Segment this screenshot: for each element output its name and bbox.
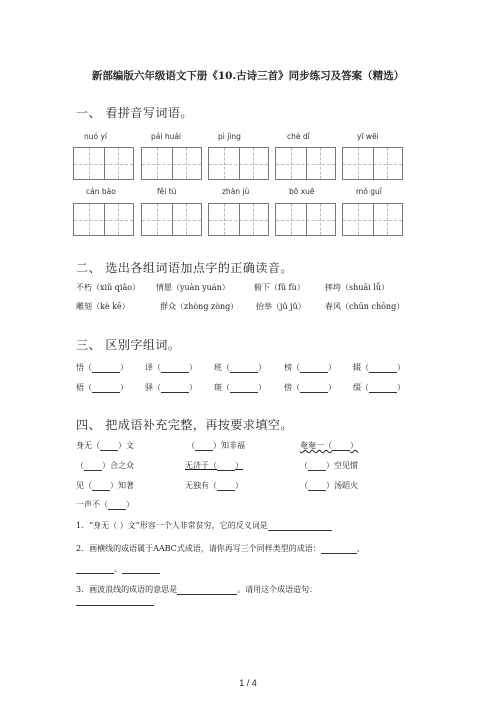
idiom: 一声不（ ） — [76, 500, 134, 509]
char-item: 傍（ ） — [284, 383, 336, 392]
idiom: 见（ ）知著 — [76, 481, 134, 490]
answer-blank[interactable] — [217, 481, 235, 491]
answer-blank[interactable] — [161, 363, 189, 373]
pinyin: cán bào — [86, 187, 116, 196]
pinyin: yī wēi — [357, 132, 379, 141]
answer-blank[interactable] — [122, 564, 160, 574]
reading-choice[interactable]: 春风（chūn chōng） — [325, 302, 405, 311]
reading-choice[interactable]: 抬举（jǔ jǔ） — [256, 302, 306, 311]
idiom: （ ）知非福 — [187, 441, 245, 450]
answer-blank[interactable] — [369, 363, 397, 373]
answer-blank[interactable] — [230, 383, 258, 393]
section1-heading: 一、 看拼音写词语。 — [76, 106, 193, 120]
reading-choice[interactable]: 雕刻（kè kē） — [76, 302, 130, 311]
char-item: 悟（ ） — [76, 363, 128, 372]
reading-choice[interactable]: 群众（zhòng zòng） — [160, 302, 239, 311]
pinyin: pái huái — [151, 132, 182, 141]
answer-blank[interactable] — [195, 441, 213, 451]
reading-choice[interactable]: 不朽（xiǔ qiǎo） — [76, 283, 141, 292]
question-1: 1．“身无（ ）文”形容一个人非常贫穷，它的反义词是 — [76, 520, 332, 531]
answer-blank[interactable] — [76, 564, 114, 574]
answer-blank[interactable] — [230, 363, 258, 373]
answer-blank[interactable] — [308, 481, 326, 491]
char-item: 斑（ ） — [214, 383, 266, 392]
idiom-wavy: 奄奄一（ ） — [300, 441, 358, 450]
reading-choice[interactable]: 摔垮（shuāi lǚ） — [325, 283, 389, 292]
char-item: 译（ ） — [145, 363, 197, 372]
writing-grid[interactable] — [275, 203, 336, 236]
page-number: 1 / 4 — [239, 678, 257, 688]
char-item: 榜（ ） — [284, 363, 336, 372]
idiom: （ ）空见惯 — [300, 461, 358, 470]
writing-grid[interactable] — [342, 203, 403, 236]
writing-grid[interactable] — [208, 203, 269, 236]
char-item: 驿（ ） — [145, 383, 197, 392]
answer-blank[interactable] — [332, 441, 350, 451]
char-item: 辍（ ） — [353, 363, 405, 372]
answer-blank[interactable] — [300, 383, 328, 393]
answer-blank[interactable] — [161, 383, 189, 393]
answer-blank[interactable] — [100, 441, 118, 451]
char-item: 梧（ ） — [76, 383, 128, 392]
section2-heading: 二、 选出各组词语加点字的正确读音。 — [76, 261, 293, 275]
answer-blank[interactable] — [217, 461, 235, 471]
reading-choice[interactable]: 情愿（yuàn yuán） — [156, 283, 230, 292]
writing-grid[interactable] — [141, 147, 202, 180]
pinyin: bō xuē — [289, 187, 315, 196]
answer-blank[interactable] — [92, 481, 110, 491]
answer-blank[interactable] — [92, 383, 120, 393]
pinyin: mó guǐ — [356, 187, 382, 196]
question-3: 3．画波浪线的成语的意思是 。请用这个成语造句： — [76, 585, 318, 594]
pinyin: fěi tú — [157, 187, 177, 196]
page-title: 新部编版六年级语文下册《10.古诗三首》同步练习及答案（精选） — [91, 70, 405, 82]
answer-blank[interactable] — [268, 521, 332, 531]
section3-heading: 三、 区别字组词。 — [76, 338, 181, 352]
answer-blank[interactable] — [92, 363, 120, 373]
writing-grid[interactable] — [275, 147, 336, 180]
char-item: 缀（ ） — [353, 383, 405, 392]
pinyin: pì jìng — [218, 132, 241, 141]
pinyin: nuó yí — [84, 132, 108, 141]
idiom: 无独有（ ） — [185, 481, 243, 490]
answer-line[interactable] — [76, 596, 154, 606]
char-item: 班（ ） — [214, 363, 266, 372]
section4-heading: 四、 把成语补充完整，再按要求填空。 — [76, 418, 293, 432]
answer-blank[interactable] — [177, 585, 237, 595]
answer-blank[interactable] — [84, 461, 102, 471]
pinyin: chè dǐ — [287, 132, 310, 141]
question-2-cont: 、 — [76, 563, 160, 574]
idiom: （ ）汤蹈火 — [300, 481, 358, 490]
idiom: （ ）合之众 — [76, 461, 134, 470]
answer-blank[interactable] — [308, 461, 326, 471]
answer-blank[interactable] — [300, 363, 328, 373]
reading-choice[interactable]: 俯下（fǔ fù） — [254, 283, 305, 292]
idiom-underlined: 无济于（ ） — [185, 461, 243, 470]
writing-grid[interactable] — [208, 147, 269, 180]
idiom: 身无（ ）文 — [76, 441, 134, 450]
writing-grid[interactable] — [73, 147, 134, 180]
question-2: 2．画横线的成语属于AABC式成语，请你再写三个同样类型的成语： 、 — [76, 544, 365, 553]
answer-blank[interactable] — [108, 500, 126, 510]
writing-grid[interactable] — [141, 203, 202, 236]
answer-blank[interactable] — [369, 383, 397, 393]
writing-grid[interactable] — [73, 203, 134, 236]
writing-grid[interactable] — [342, 147, 403, 180]
answer-blank[interactable] — [321, 544, 357, 554]
pinyin: zhàn jù — [222, 187, 250, 196]
